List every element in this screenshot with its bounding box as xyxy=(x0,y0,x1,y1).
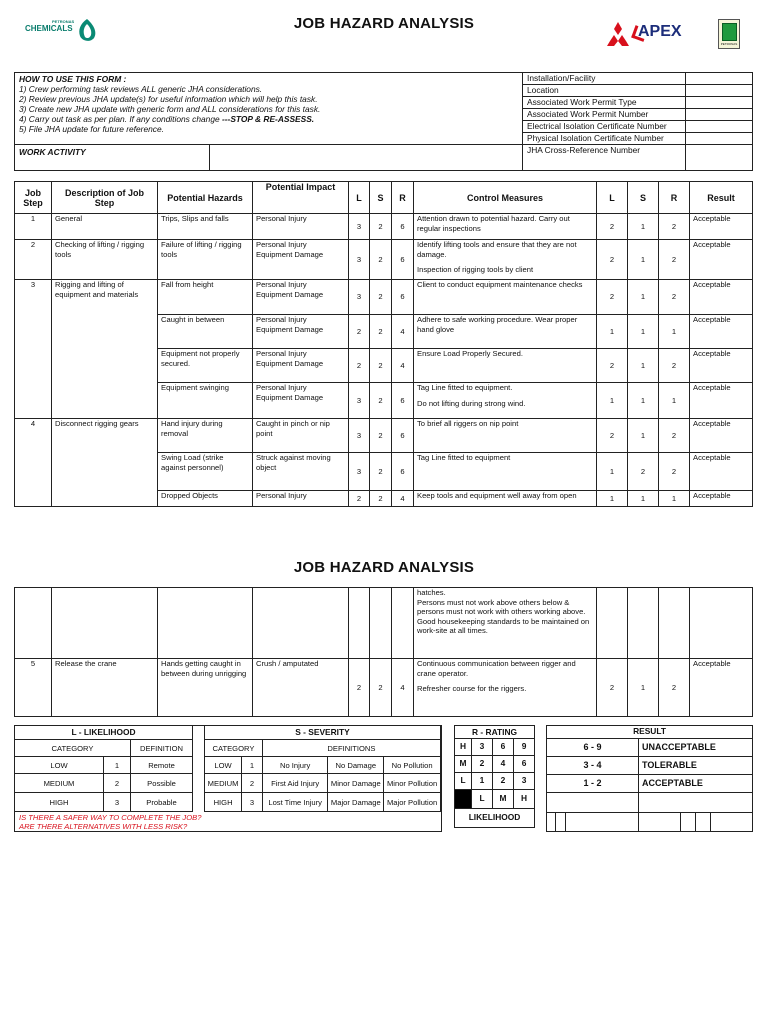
hazard-cell: Equipment not properly secured. xyxy=(158,349,253,383)
impact-cell: Personal Injury Equipment Damage xyxy=(253,240,349,280)
emblem-square-icon xyxy=(722,23,737,41)
control-cell: Client to conduct equipment maintenance checks xyxy=(414,280,597,315)
r-cell: 4 xyxy=(392,349,414,383)
s2-cell: 1 xyxy=(628,419,659,453)
jha-body xyxy=(15,214,753,507)
l2-cell: 1 xyxy=(597,491,628,507)
emblem-caption: PETRONAS xyxy=(720,42,738,46)
s-cell: 2 xyxy=(370,280,392,315)
impact-cell: Crush / amputated xyxy=(253,659,349,717)
r-cell: 4 xyxy=(392,659,414,717)
result-cell: Acceptable xyxy=(690,419,753,453)
bottom-grid xyxy=(546,812,753,832)
s2-cell: 1 xyxy=(628,214,659,240)
hazard-cell: Failure of lifting / rigging tools xyxy=(158,240,253,280)
stop-reassess: ---STOP & RE-ASSESS. xyxy=(221,114,315,124)
result-cell: Acceptable xyxy=(690,659,753,717)
table-header-row xyxy=(15,182,753,214)
howto-step-1: 1) Crew performing task reviews ALL generic JHA considerations. xyxy=(19,84,263,94)
apex-logo-text: APEX xyxy=(638,23,682,40)
l2-cell: 2 xyxy=(597,349,628,383)
control-cell: Ensure Load Properly Secured. xyxy=(414,349,597,383)
impact-cell: Struck against moving object xyxy=(253,453,349,491)
impact-cell: Caught in pinch or nip point xyxy=(253,419,349,453)
step-cell: 1 xyxy=(15,214,52,240)
hazard-cell: Hands getting caught in between during unrigging xyxy=(158,659,253,717)
s-cell: 2 xyxy=(370,491,392,507)
r2-cell: 2 xyxy=(659,453,690,491)
result-title: RESULT xyxy=(547,726,753,739)
control-cell: Continuous communication between rigger and crane operator. Refresher course for the riggers. xyxy=(414,659,597,717)
field-label-permit-number: Associated Work Permit Number xyxy=(523,109,686,121)
impact-cell: Personal Injury Equipment Damage xyxy=(253,383,349,419)
s2-cell: 1 xyxy=(628,659,659,717)
s-cell: 2 xyxy=(370,349,392,383)
col-header-result: Result xyxy=(690,182,753,214)
r2-cell: 1 xyxy=(659,315,690,349)
likelihood-title: L - LIKELIHOOD xyxy=(15,726,193,740)
l2-cell: 2 xyxy=(597,419,628,453)
l2-cell: 1 xyxy=(597,453,628,491)
col-header-r: R xyxy=(392,182,414,214)
table-row xyxy=(15,419,753,453)
severity-title: S - SEVERITY xyxy=(205,726,441,740)
howto-step-3: 3) Create new JHA update with generic form and ALL considerations for this task. xyxy=(19,104,321,114)
rating-likelihood-label: LIKELIHOOD xyxy=(455,809,535,828)
work-activity-label: WORK ACTIVITY xyxy=(15,145,210,171)
s-cell: 2 xyxy=(370,659,392,717)
howto-step-2: 2) Review previous JHA update(s) for useful information which will help this task. xyxy=(19,94,318,104)
diamond-logo-icon xyxy=(603,21,633,47)
r2-cell: 2 xyxy=(659,240,690,280)
hazard-cell: Fall from height xyxy=(158,280,253,315)
r-cell: 4 xyxy=(392,491,414,507)
rating-title: R - RATING xyxy=(455,726,535,739)
field-value-location[interactable] xyxy=(686,85,753,97)
l2-cell: 2 xyxy=(597,280,628,315)
field-label-physical-cert: Physical Isolation Certificate Number xyxy=(523,133,686,145)
field-label-jha-ref: JHA Cross-Reference Number xyxy=(523,145,686,171)
left-logo-small: PETRONAS xyxy=(52,19,75,24)
r2-cell: 2 xyxy=(659,659,690,717)
left-logo-text: CHEMICALS xyxy=(25,24,73,33)
l-cell: 3 xyxy=(349,240,370,280)
l-cell: 3 xyxy=(349,419,370,453)
field-value-physical-cert[interactable] xyxy=(686,133,753,145)
table-row xyxy=(15,214,753,240)
s2-cell: 1 xyxy=(628,315,659,349)
s-cell: 2 xyxy=(370,315,392,349)
l2-cell: 2 xyxy=(597,659,628,717)
control-cell: Identify lifting tools and ensure that they are not damage. Inspection of rigging tools by client xyxy=(414,240,597,280)
step-cell: 4 xyxy=(15,419,52,507)
table-row xyxy=(15,588,753,659)
table-row xyxy=(15,280,753,315)
field-label-electrical-cert: Electrical Isolation Certificate Number xyxy=(523,121,686,133)
result-cell: Acceptable xyxy=(690,315,753,349)
s2-cell: 1 xyxy=(628,491,659,507)
desc-cell: Release the crane xyxy=(52,659,158,717)
howto-box xyxy=(15,73,523,145)
impact-cell: Personal Injury Equipment Damage xyxy=(253,349,349,383)
s-cell: 2 xyxy=(370,419,392,453)
r-cell: 6 xyxy=(392,214,414,240)
s2-cell: 1 xyxy=(628,383,659,419)
right-logo xyxy=(600,17,742,51)
field-value-installation[interactable] xyxy=(686,73,753,85)
hazard-cell: Equipment swinging xyxy=(158,383,253,419)
col-header-control: Control Measures xyxy=(414,182,597,214)
r2-cell: 1 xyxy=(659,491,690,507)
desc-cell: Rigging and lifting of equipment and materials xyxy=(52,280,158,419)
r-cell: 6 xyxy=(392,240,414,280)
impact-cell: Personal Injury Equipment Damage xyxy=(253,280,349,315)
l-cell: 3 xyxy=(349,383,370,419)
jha-table xyxy=(14,181,753,507)
field-label-permit-type: Associated Work Permit Type xyxy=(523,97,686,109)
col-header-s2: S xyxy=(628,182,659,214)
field-value-permit-type[interactable] xyxy=(686,97,753,109)
s-cell: 2 xyxy=(370,383,392,419)
howto-step-5: 5) File JHA update for future reference. xyxy=(19,124,164,134)
work-activity-value[interactable] xyxy=(210,145,523,171)
l-cell: 3 xyxy=(349,453,370,491)
howto-step-4: 4) Carry out task as per plan. If any conditions change ---STOP & RE-ASSESS. xyxy=(19,114,315,124)
l-cell: 2 xyxy=(349,315,370,349)
field-label-location: Location xyxy=(523,85,686,97)
severity-col-category: CATEGORY xyxy=(205,740,263,757)
control-cell: Tag Line fitted to equipment. Do not lifting during strong wind. xyxy=(414,383,597,419)
severity-col-definitions: DEFINITIONS xyxy=(262,740,440,757)
s-cell: 2 xyxy=(370,240,392,280)
field-value-permit-number[interactable] xyxy=(686,109,753,121)
field-value-electrical-cert[interactable] xyxy=(686,121,753,133)
col-header-impact: Potential Impact xyxy=(253,182,349,214)
l2-cell: 1 xyxy=(597,383,628,419)
r-cell: 6 xyxy=(392,280,414,315)
r2-cell: 2 xyxy=(659,349,690,383)
s2-cell: 2 xyxy=(628,453,659,491)
jha-table-continued xyxy=(14,587,753,717)
field-value-jha-ref[interactable] xyxy=(686,145,753,171)
control-cell: Keep tools and equipment well away from open xyxy=(414,491,597,507)
table-row xyxy=(15,659,753,717)
col-header-r2: R xyxy=(659,182,690,214)
control-cell: Adhere to safe working procedure. Wear proper hand glove xyxy=(414,315,597,349)
likelihood-legend: L - LIKELIHOOD CATEGORY DEFINITION LOW 1 Remote MEDIUM 2 Possible HIGH 3 Probable xyxy=(14,725,193,812)
col-header-step: Job Step xyxy=(15,182,52,214)
control-cell: Attention drawn to potential hazard. Carry out regular inspections xyxy=(414,214,597,240)
hazard-cell: Swing Load (strike against personnel) xyxy=(158,453,253,491)
l-cell: 2 xyxy=(349,659,370,717)
page-title: JOB HAZARD ANALYSIS xyxy=(293,15,475,32)
likelihood-col-category: CATEGORY xyxy=(15,740,131,757)
page2-title: JOB HAZARD ANALYSIS xyxy=(293,559,475,576)
r-cell: 6 xyxy=(392,453,414,491)
result-cell: Acceptable xyxy=(690,280,753,315)
result-cell: Acceptable xyxy=(690,240,753,280)
r2-cell: 2 xyxy=(659,419,690,453)
control-cell: Tag Line fitted to equipment xyxy=(414,453,597,491)
r-cell: 4 xyxy=(392,315,414,349)
desc-cell: Disconnect rigging gears xyxy=(52,419,158,507)
r2-cell: 1 xyxy=(659,383,690,419)
l-cell: 2 xyxy=(349,491,370,507)
hazard-cell: Hand injury during removal xyxy=(158,419,253,453)
r-cell: 6 xyxy=(392,383,414,419)
impact-cell: Personal Injury xyxy=(253,491,349,507)
likelihood-col-definition: DEFINITION xyxy=(131,740,193,757)
result-cell: Acceptable xyxy=(690,214,753,240)
desc-cell: General xyxy=(52,214,158,240)
col-header-hazards: Potential Hazards xyxy=(158,182,253,214)
rating-corner xyxy=(455,790,472,809)
r-cell: 6 xyxy=(392,419,414,453)
r2-cell: 2 xyxy=(659,214,690,240)
impact-cell: Personal Injury xyxy=(253,214,349,240)
hazard-cell: Dropped Objects xyxy=(158,491,253,507)
howto-heading: HOW TO USE THIS FORM : xyxy=(19,74,127,84)
r2-cell: 2 xyxy=(659,280,690,315)
col-header-l2: L xyxy=(597,182,628,214)
rating-matrix: R - RATING H 3 6 9 M 2 4 6 L 1 2 3 L M H LIKELIHOOD xyxy=(454,725,535,828)
result-cell: Acceptable xyxy=(690,453,753,491)
result-cell: Acceptable xyxy=(690,383,753,419)
s-cell: 2 xyxy=(370,214,392,240)
col-header-s: S xyxy=(370,182,392,214)
howto-table xyxy=(14,72,753,171)
s2-cell: 1 xyxy=(628,280,659,315)
l-cell: 3 xyxy=(349,280,370,315)
step-cell: 2 xyxy=(15,240,52,280)
result-cell: Acceptable xyxy=(690,349,753,383)
l-cell: 3 xyxy=(349,214,370,240)
l-cell: 2 xyxy=(349,349,370,383)
result-legend: RESULT 6 - 9 UNACCEPTABLE 3 - 4 TOLERABLE 1 - 2 ACCEPTABLE xyxy=(546,725,753,813)
hazard-cell: Trips, Slips and falls xyxy=(158,214,253,240)
right-emblem xyxy=(718,19,740,49)
l2-cell: 2 xyxy=(597,214,628,240)
l2-cell: 1 xyxy=(597,315,628,349)
impact-cell: Personal Injury Equipment Damage xyxy=(253,315,349,349)
l2-cell: 2 xyxy=(597,240,628,280)
table-row xyxy=(15,240,753,280)
result-cell: Acceptable xyxy=(690,491,753,507)
s2-cell: 1 xyxy=(628,349,659,383)
s-cell: 2 xyxy=(370,453,392,491)
control-cell-continued: hatches. Persons must not work above others below & persons must not work with others working above. Good housekeeping standards to be maintained on work-site at all times. xyxy=(414,588,597,659)
col-header-desc: Description of Job Step xyxy=(52,182,158,214)
hazard-cell: Caught in between xyxy=(158,315,253,349)
control-cell: To brief all riggers on nip point xyxy=(414,419,597,453)
severity-legend: S - SEVERITY CATEGORY DEFINITIONS LOW 1 No Injury No Damage No Pollution MEDIUM 2 First Aid Injury Minor Damage Minor Pollution HIGH 3 Lost Time Injury Major Damage Major Pollution xyxy=(204,725,441,812)
step-cell: 5 xyxy=(15,659,52,717)
safer-way-question: IS THERE A SAFER WAY TO COMPLETE THE JOB? ARE THERE ALTERNATIVES WITH LESS RISK? xyxy=(19,813,202,831)
field-label-installation: Installation/Facility xyxy=(523,73,686,85)
desc-cell: Checking of lifting / rigging tools xyxy=(52,240,158,280)
s2-cell: 1 xyxy=(628,240,659,280)
col-header-l: L xyxy=(349,182,370,214)
step-cell: 3 xyxy=(15,280,52,419)
